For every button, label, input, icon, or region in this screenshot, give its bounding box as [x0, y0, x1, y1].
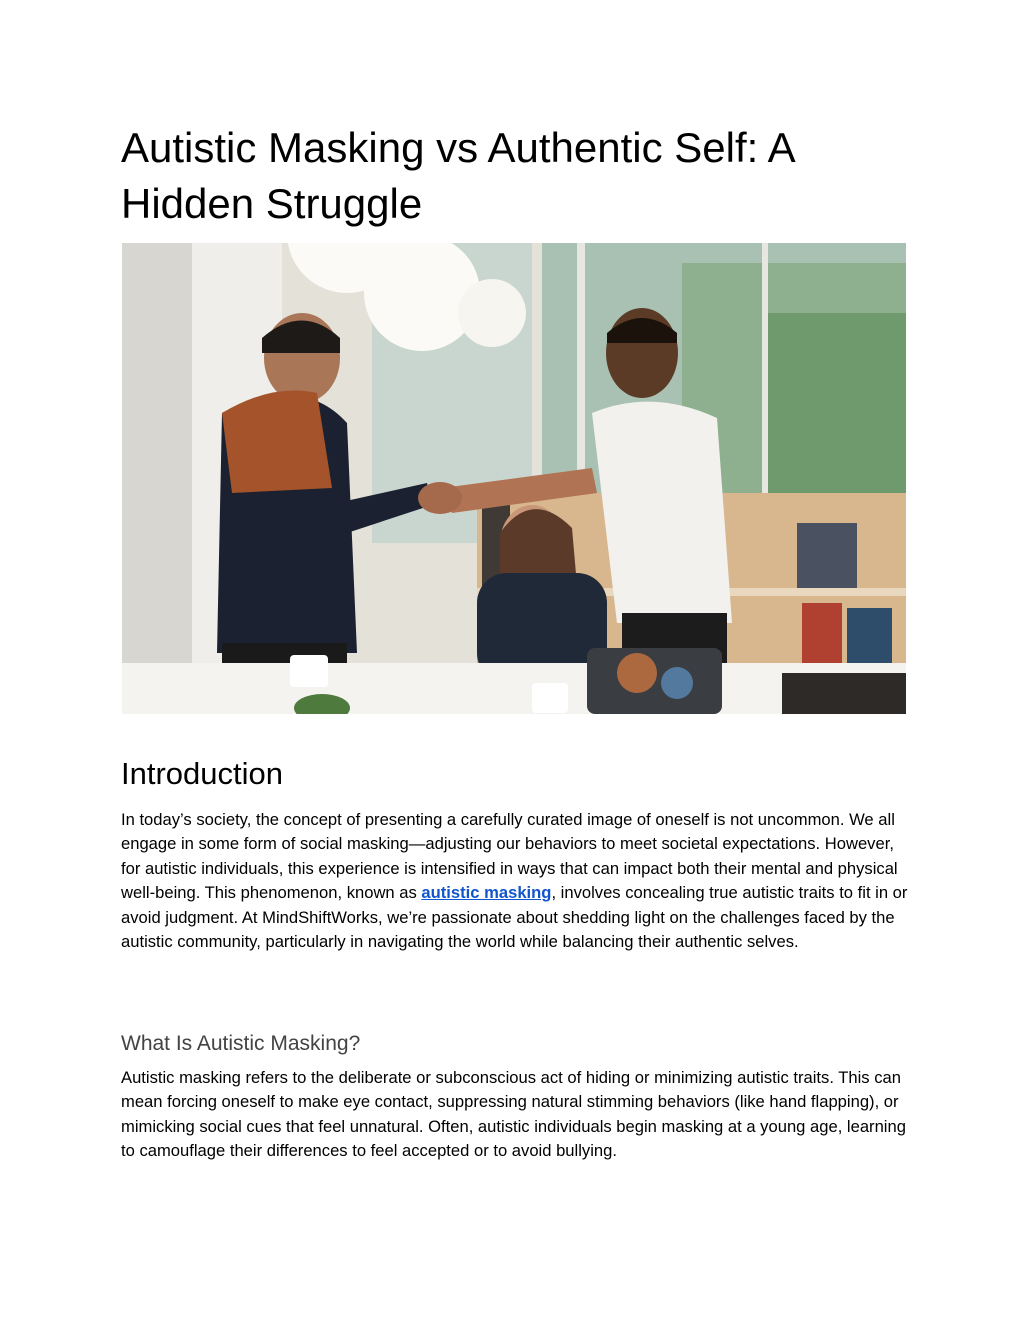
what-is-masking-paragraph: Autistic masking refers to the deliberate or subconscious act of hiding or minimizing autistic traits. This can mean forcing oneself to make eye contact, suppressing natural stimming behaviors (like hand flapping), or mimicking social cues that feel unnatural. Often, autistic individuals begin masking at a young age, learning to camouflage their differences to feel accepted or to avoid bullying. — [121, 1068, 906, 1161]
hero-image — [122, 243, 906, 714]
section-heading-introduction: Introduction — [121, 756, 283, 791]
page-title: Autistic Masking vs Authentic Self: A Hidden Struggle — [121, 124, 794, 227]
introduction-text-after-link: , involves concealing true autistic traits to fit in or avoid judgment. At MindShiftWorks, we’re passionate about shedding light on the challenges faced by the autistic community, particularly in navigating the world while balancing their authentic selves. — [121, 883, 908, 952]
autistic-masking-link[interactable]: autistic masking — [421, 883, 552, 903]
introduction-text-before-link: In today’s society, the concept of presenting a carefully curated image of oneself is not uncommon. We all engage in some form of social masking—adjusting our behaviors to meet societal expectations. However, for autistic individuals, this experience is intensified in ways that can impact both their mental and physical well-being. This phenomenon, known as — [121, 810, 898, 903]
office-handshake-photo — [122, 243, 906, 714]
section-heading-what-is-masking: What Is Autistic Masking? — [121, 1032, 361, 1055]
introduction-paragraph — [121, 808, 911, 954]
